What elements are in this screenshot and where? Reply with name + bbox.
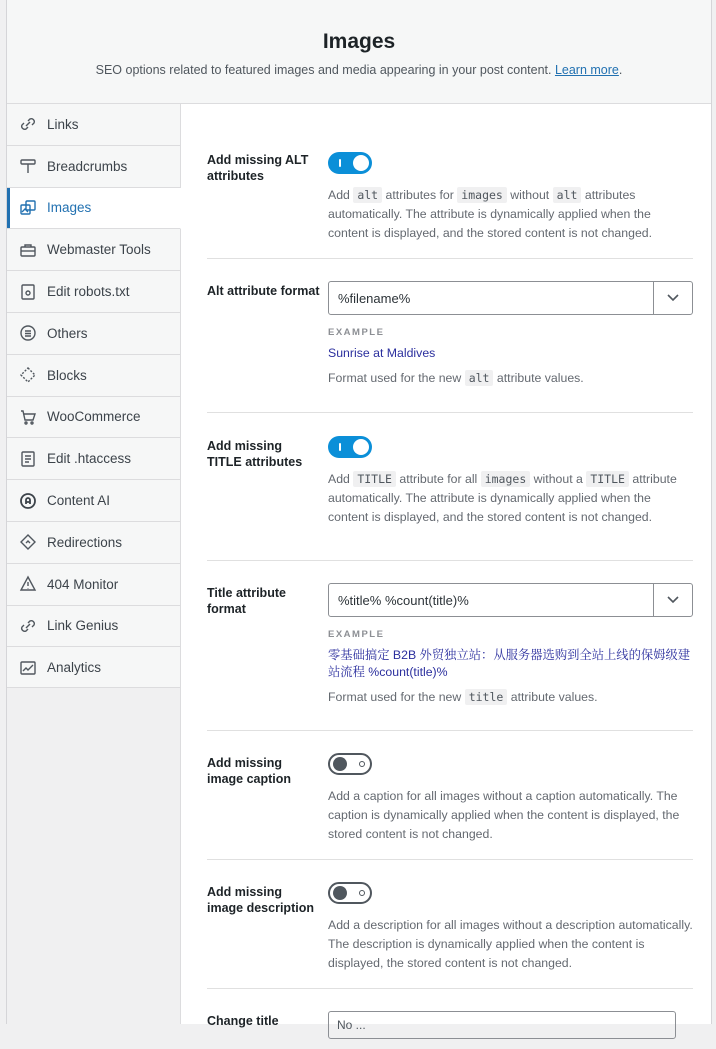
setting-label: Add missing image caption [207, 756, 292, 786]
sidebar-item-redirections[interactable]: Redirections [7, 522, 180, 564]
example-label: EXAMPLE [328, 629, 385, 640]
setting-description: Add TITLE attribute for all images without a TITLE attribute automatically. The attribute is dynamically applied when the content is displayed, and the stored content is not changed. [328, 472, 677, 524]
example-value: Sunrise at Maldives [328, 346, 436, 360]
sidebar-item-edit-htaccess[interactable]: Edit .htaccess [7, 438, 180, 480]
setting-row-change-title [207, 989, 693, 1049]
setting-label: Alt attribute format [207, 284, 320, 298]
alt-format-select[interactable]: %filename% [328, 281, 693, 315]
learn-more-link[interactable]: Learn more [554, 63, 619, 77]
links-icon [19, 115, 37, 133]
change-title-input[interactable]: No ... [328, 1011, 676, 1039]
example-label: EXAMPLE [328, 327, 385, 338]
breadcrumbs-icon [19, 157, 37, 175]
others-icon [19, 324, 37, 342]
setting-description: Format used for the new title attribute values. [328, 690, 598, 704]
settings-sidebar [7, 104, 181, 688]
sidebar-item-analytics[interactable]: Analytics [7, 647, 180, 689]
page-header [7, 0, 711, 104]
redirections-icon [19, 533, 37, 551]
add-missing-alt-toggle[interactable] [328, 152, 372, 174]
setting-row-caption-toggle [207, 731, 693, 860]
warning-icon [19, 575, 37, 593]
setting-row-title-toggle [207, 413, 693, 561]
setting-description: Add alt attributes for images without alt attributes automatically. The attribute is dynamically applied when the content is displayed, and the stored content is not changed. [328, 188, 653, 240]
sidebar-item-others[interactable]: Others [7, 313, 180, 355]
woocommerce-icon [19, 408, 37, 426]
sidebar-item-webmaster-tools[interactable]: Webmaster Tools [7, 229, 180, 271]
analytics-icon [19, 659, 37, 677]
setting-row-description-toggle [207, 860, 693, 989]
sidebar-item-edit-robots[interactable]: Edit robots.txt [7, 271, 180, 313]
sidebar-item-404-monitor[interactable]: 404 Monitor [7, 564, 180, 606]
sidebar-item-images[interactable]: Images [7, 188, 181, 230]
sidebar-item-blocks[interactable]: Blocks [7, 355, 180, 397]
setting-label: Title attribute format [207, 586, 286, 616]
robots-icon [19, 283, 37, 301]
page-title: Images [322, 30, 396, 53]
add-missing-caption-toggle[interactable] [328, 753, 372, 775]
content-ai-icon [19, 492, 37, 510]
add-missing-title-toggle[interactable] [328, 436, 372, 458]
setting-label: Add missing ALT attributes [207, 153, 309, 183]
chevron-down-icon [653, 584, 692, 616]
sidebar-filler [7, 688, 181, 1024]
add-missing-description-toggle[interactable] [328, 882, 372, 904]
setting-row-title-format [207, 561, 693, 731]
chevron-down-icon [653, 282, 692, 314]
setting-label: Change title [207, 1014, 279, 1028]
settings-frame [6, 0, 712, 1032]
sidebar-item-link-genius[interactable]: Link Genius [7, 606, 180, 648]
settings-content [207, 104, 693, 1049]
setting-row-alt-toggle [207, 104, 693, 259]
images-icon [19, 199, 37, 217]
link-genius-icon [19, 617, 37, 635]
sidebar-item-woocommerce[interactable]: WooCommerce [7, 397, 180, 439]
title-format-select[interactable]: %title% %count(title)% [328, 583, 693, 617]
sidebar-item-content-ai[interactable]: Content AI [7, 480, 180, 522]
htaccess-icon [19, 450, 37, 468]
example-value: 零基础搞定 B2B 外贸独立站：从服务器选购到全站上线的保姆级建站流程 %count(title)% [328, 648, 691, 679]
sidebar-item-breadcrumbs[interactable]: Breadcrumbs [7, 146, 180, 188]
setting-description: Add a description for all images without a description automatically. The description is dynamically applied when the content is displayed, the stored content is not changed. [328, 918, 693, 970]
page-subtitle: SEO options related to featured images and media appearing in your post content. Learn more. [95, 63, 623, 77]
setting-row-alt-format [207, 259, 693, 413]
sidebar-item-links[interactable]: Links [7, 104, 180, 146]
blocks-icon [19, 366, 37, 384]
setting-label: Add missing image description [207, 885, 314, 915]
setting-description: Format used for the new alt attribute values. [328, 371, 584, 385]
setting-label: Add missing TITLE attributes [207, 439, 303, 469]
setting-description: Add a caption for all images without a caption automatically. The caption is dynamically applied when the content is displayed, the stored content is not changed. [328, 789, 680, 841]
webmaster-tools-icon [19, 241, 37, 259]
